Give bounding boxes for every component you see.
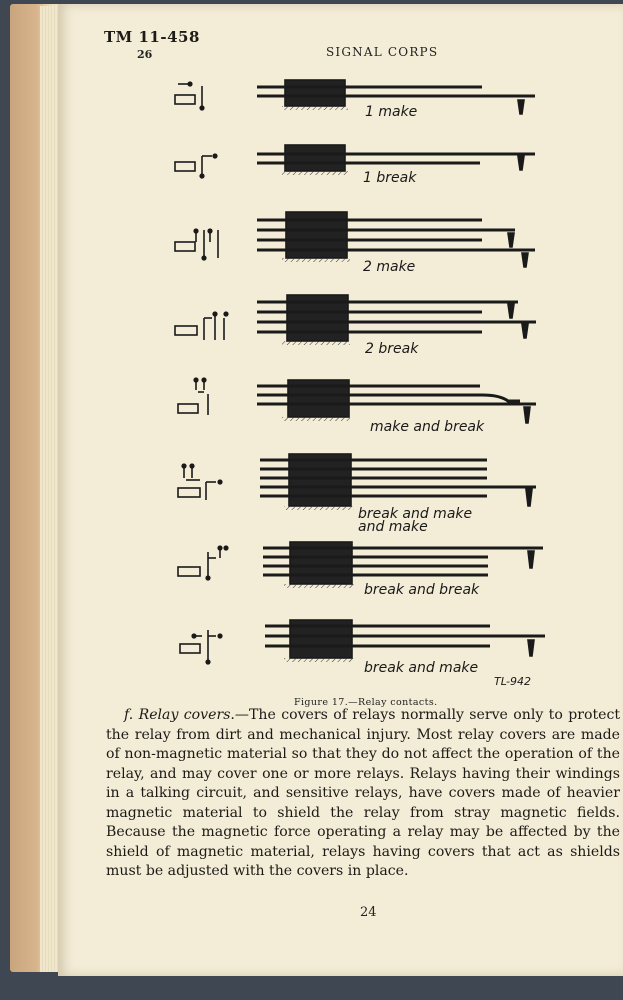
section-title: Relay covers. [138,707,235,723]
diagram-1-break [175,145,535,178]
relay-contacts-figure [160,70,560,695]
running-head: SIGNAL CORPS [326,45,439,59]
label-make-and-break: make and break [370,419,485,435]
diagram-break-and-make [180,620,545,664]
figure-code: TL-942 [494,675,531,688]
manual-number: TM 11-458 [104,28,200,46]
page-number-top: 26 [137,48,153,61]
label-1-break: 1 break [363,170,417,186]
label-break-and-make-final: break and make [364,660,479,676]
diagram-2-break [175,295,536,345]
label-break-and-make: break and make [358,506,473,522]
label-and-make: and make [358,519,428,535]
diagram-1-make [175,80,535,114]
section-text: —The covers of relays normally serve only to protect the relay from dirt and mechanical injury. Most relay covers are made of non-magnetic material so that they do not affect the operation of the relay, and may cover one or more relays. Relays having their windings in a talking circuit, and sensitive relays, have covers made of heavier magnetic material to shield the relay from stray magnetic fields. Because the magnetic force operating a relay may be affected by the shield of magnetic material, relays having covers that act as shields must be adjusted with the covers in place. [106,707,621,879]
label-break-and-break: break and break [364,582,480,598]
label-2-break: 2 break [365,341,419,357]
diagram-2-make [175,212,535,267]
coil-symbol [175,95,195,104]
diagram-break-and-break [178,542,543,588]
section-marker: f. [124,707,134,723]
label-1-make: 1 make [365,104,418,120]
diagram-make-and-break [178,378,536,423]
figure-caption: Figure 17.—Relay contacts. [294,697,438,708]
page-number-bottom: 24 [360,905,377,920]
section-paragraph [106,706,620,882]
diagram-break-and-make-and-make [178,454,536,510]
label-2-make: 2 make [363,259,416,275]
